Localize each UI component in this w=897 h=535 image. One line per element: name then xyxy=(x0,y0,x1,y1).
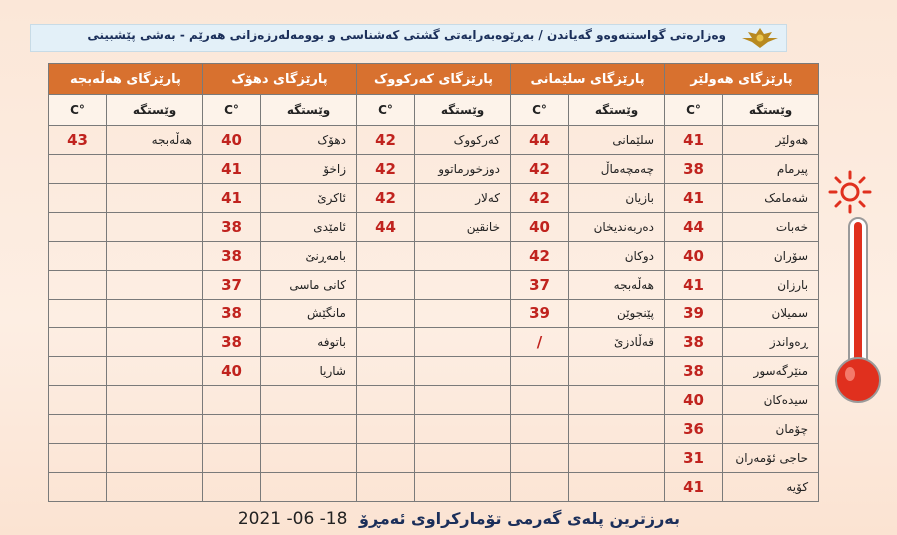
station-name-cell xyxy=(415,270,511,299)
station-name-cell xyxy=(107,444,203,473)
station-name-cell xyxy=(261,415,357,444)
station-name-cell xyxy=(415,386,511,415)
temperature-cell xyxy=(49,241,107,270)
station-name-cell: کەرکووک xyxy=(415,126,511,155)
temperature-cell: 38 xyxy=(665,328,723,357)
station-name-cell xyxy=(107,328,203,357)
temperature-cell xyxy=(203,415,261,444)
station-name-cell xyxy=(107,415,203,444)
station-name-cell xyxy=(107,183,203,212)
station-name-cell: ئاکرێ xyxy=(261,183,357,212)
station-name-cell xyxy=(415,444,511,473)
station-name-cell xyxy=(569,444,665,473)
temperature-cell: 40 xyxy=(203,357,261,386)
temperature-cell: 38 xyxy=(665,357,723,386)
table-row xyxy=(49,212,819,241)
temperature-cell: 42 xyxy=(357,154,415,183)
kurdistan-emblem-icon xyxy=(738,26,782,50)
temperature-cell xyxy=(49,386,107,415)
station-name-cell xyxy=(261,473,357,502)
governorate-header: پارێزگای هەولێر xyxy=(665,64,819,95)
temperature-cell: 37 xyxy=(511,270,569,299)
temperature-cell: 40 xyxy=(203,126,261,155)
station-name-cell xyxy=(569,473,665,502)
table-row xyxy=(49,241,819,270)
header-bar xyxy=(30,24,787,52)
column-header-row xyxy=(49,95,819,126)
temperature-column-header: °C xyxy=(665,95,723,126)
temperature-cell xyxy=(357,241,415,270)
station-name-cell: سۆران xyxy=(723,241,819,270)
table-row xyxy=(49,444,819,473)
table-row xyxy=(49,328,819,357)
station-name-cell: شەمامک xyxy=(723,183,819,212)
temperature-cell xyxy=(203,386,261,415)
footer-date: 2021 -06 -18 xyxy=(237,509,348,529)
temperature-cell: 36 xyxy=(665,415,723,444)
station-name-cell: مانگێش xyxy=(261,299,357,328)
station-name-cell xyxy=(107,473,203,502)
temperature-cell xyxy=(49,183,107,212)
table-row xyxy=(49,386,819,415)
station-name-cell xyxy=(415,299,511,328)
station-name-cell: منێرگەسور xyxy=(723,357,819,386)
footer-caption xyxy=(237,509,680,529)
table-row xyxy=(49,299,819,328)
station-name-cell: دهۆک xyxy=(261,126,357,155)
station-name-cell: زاخۆ xyxy=(261,154,357,183)
station-column-header: وێستگە xyxy=(569,95,665,126)
station-name-cell: سیدەکان xyxy=(723,386,819,415)
station-name-cell xyxy=(107,386,203,415)
station-name-cell xyxy=(107,299,203,328)
temperature-column-header: °C xyxy=(511,95,569,126)
temperature-cell xyxy=(49,328,107,357)
station-name-cell xyxy=(569,386,665,415)
temperature-column-header: °C xyxy=(357,95,415,126)
station-name-cell: چۆمان xyxy=(723,415,819,444)
station-name-cell: پێنجوێن xyxy=(569,299,665,328)
temperature-cell xyxy=(357,270,415,299)
station-name-cell: ئامێدی xyxy=(261,212,357,241)
station-name-cell: بامەڕنێ xyxy=(261,241,357,270)
temperature-cell: 42 xyxy=(511,183,569,212)
temperature-cell xyxy=(511,386,569,415)
temperature-cell xyxy=(49,473,107,502)
station-name-cell: کانی ماسی xyxy=(261,270,357,299)
station-name-cell: هەڵەبجە xyxy=(569,270,665,299)
table-row xyxy=(49,126,819,155)
temperature-cell: 40 xyxy=(665,241,723,270)
station-name-cell: کەلار xyxy=(415,183,511,212)
temperature-cell xyxy=(357,415,415,444)
temperature-cell xyxy=(357,357,415,386)
station-name-cell: شاریا xyxy=(261,357,357,386)
station-name-cell xyxy=(569,357,665,386)
temperature-cell xyxy=(203,444,261,473)
station-name-cell: هەولێر xyxy=(723,126,819,155)
table-row xyxy=(49,154,819,183)
station-name-cell: هەڵەبجە xyxy=(107,126,203,155)
station-name-cell xyxy=(415,415,511,444)
station-column-header: وێستگە xyxy=(107,95,203,126)
temperature-cell xyxy=(49,270,107,299)
temperature-table xyxy=(48,63,819,502)
station-name-cell xyxy=(415,328,511,357)
temperature-cell xyxy=(511,357,569,386)
temperature-cell: 37 xyxy=(203,270,261,299)
station-name-cell: بازیان xyxy=(569,183,665,212)
temperature-cell xyxy=(203,473,261,502)
station-name-cell: دوزخورماتوو xyxy=(415,154,511,183)
temperature-cell: 40 xyxy=(511,212,569,241)
station-name-cell: خەبات xyxy=(723,212,819,241)
temperature-cell: 44 xyxy=(357,212,415,241)
temperature-cell: 42 xyxy=(511,241,569,270)
station-name-cell xyxy=(569,415,665,444)
station-name-cell: حاجی ئۆمەران xyxy=(723,444,819,473)
temperature-cell: 41 xyxy=(665,126,723,155)
station-name-cell xyxy=(107,241,203,270)
temperature-cell: 41 xyxy=(203,183,261,212)
table-row xyxy=(49,270,819,299)
temperature-cell: 42 xyxy=(357,183,415,212)
temperature-cell xyxy=(511,415,569,444)
temperature-cell: 41 xyxy=(665,270,723,299)
temperature-cell: 38 xyxy=(203,328,261,357)
temperature-column-header: °C xyxy=(203,95,261,126)
temperature-cell: 38 xyxy=(203,241,261,270)
station-name-cell: پیرمام xyxy=(723,154,819,183)
station-name-cell xyxy=(107,270,203,299)
station-name-cell: سلێمانی xyxy=(569,126,665,155)
station-name-cell: چەمچەماڵ xyxy=(569,154,665,183)
station-name-cell: خانقین xyxy=(415,212,511,241)
station-name-cell xyxy=(107,357,203,386)
station-name-cell: سمیلان xyxy=(723,299,819,328)
station-name-cell xyxy=(261,386,357,415)
station-name-cell: قەڵادزێ xyxy=(569,328,665,357)
footer-title: بەرزترین پلەی گەرمی تۆمارکراوی ئەمڕۆ xyxy=(359,509,680,528)
temperature-cell xyxy=(357,473,415,502)
station-name-cell xyxy=(415,241,511,270)
temperature-cell xyxy=(49,154,107,183)
temperature-cell xyxy=(357,328,415,357)
temperature-cell: 41 xyxy=(665,473,723,502)
temperature-cell xyxy=(49,415,107,444)
temperature-cell xyxy=(357,444,415,473)
station-name-cell: کۆیە xyxy=(723,473,819,502)
station-name-cell xyxy=(107,154,203,183)
station-name-cell xyxy=(415,357,511,386)
governorate-header: پارێزگای هەڵەبجە xyxy=(49,64,203,95)
station-name-cell xyxy=(107,212,203,241)
temperature-cell: 42 xyxy=(357,126,415,155)
temperature-cell xyxy=(511,444,569,473)
temperature-cell: 41 xyxy=(665,183,723,212)
temperature-cell: 41 xyxy=(203,154,261,183)
temperature-cell: 39 xyxy=(665,299,723,328)
station-name-cell: بارزان xyxy=(723,270,819,299)
temperature-cell: 39 xyxy=(511,299,569,328)
temperature-cell xyxy=(49,444,107,473)
temperature-column-header: °C xyxy=(49,95,107,126)
station-column-header: وێستگە xyxy=(723,95,819,126)
temperature-cell xyxy=(49,299,107,328)
temperature-cell: 44 xyxy=(665,212,723,241)
table-row xyxy=(49,183,819,212)
station-column-header: وێستگە xyxy=(415,95,511,126)
temperature-cell: 38 xyxy=(665,154,723,183)
thermometer-sun-icon xyxy=(826,160,886,410)
station-name-cell: ڕەواندز xyxy=(723,328,819,357)
station-name-cell: باتوفە xyxy=(261,328,357,357)
temperature-cell: 44 xyxy=(511,126,569,155)
ministry-header-text: وەزارەتی گواستنەوەو گەیاندن / بەڕێوەبەرایەتی گشتی کەشناسی و بوومەلەرزەزانی هەرێم - بەشی پێشبینی xyxy=(87,28,726,42)
governorate-header: پارێزگای کەرکووک xyxy=(357,64,511,95)
table-row xyxy=(49,357,819,386)
table-row xyxy=(49,473,819,502)
temperature-cell xyxy=(357,299,415,328)
table-row xyxy=(49,415,819,444)
temperature-cell: 31 xyxy=(665,444,723,473)
station-column-header: وێستگە xyxy=(261,95,357,126)
governorate-header: پارێزگای دهۆک xyxy=(203,64,357,95)
temperature-cell: 38 xyxy=(203,212,261,241)
station-name-cell xyxy=(261,444,357,473)
temperature-cell xyxy=(511,473,569,502)
temperature-cell: 38 xyxy=(203,299,261,328)
temperature-cell: / xyxy=(511,328,569,357)
temperature-cell: 43 xyxy=(49,126,107,155)
station-name-cell: دوکان xyxy=(569,241,665,270)
governorate-header: پارێزگای سلێمانی xyxy=(511,64,665,95)
temperature-cell xyxy=(49,212,107,241)
temperature-cell: 40 xyxy=(665,386,723,415)
temperature-cell: 42 xyxy=(511,154,569,183)
station-name-cell xyxy=(415,473,511,502)
governorate-header-row xyxy=(49,64,819,95)
temperature-cell xyxy=(49,357,107,386)
station-name-cell: دەربەندیخان xyxy=(569,212,665,241)
temperature-cell xyxy=(357,386,415,415)
